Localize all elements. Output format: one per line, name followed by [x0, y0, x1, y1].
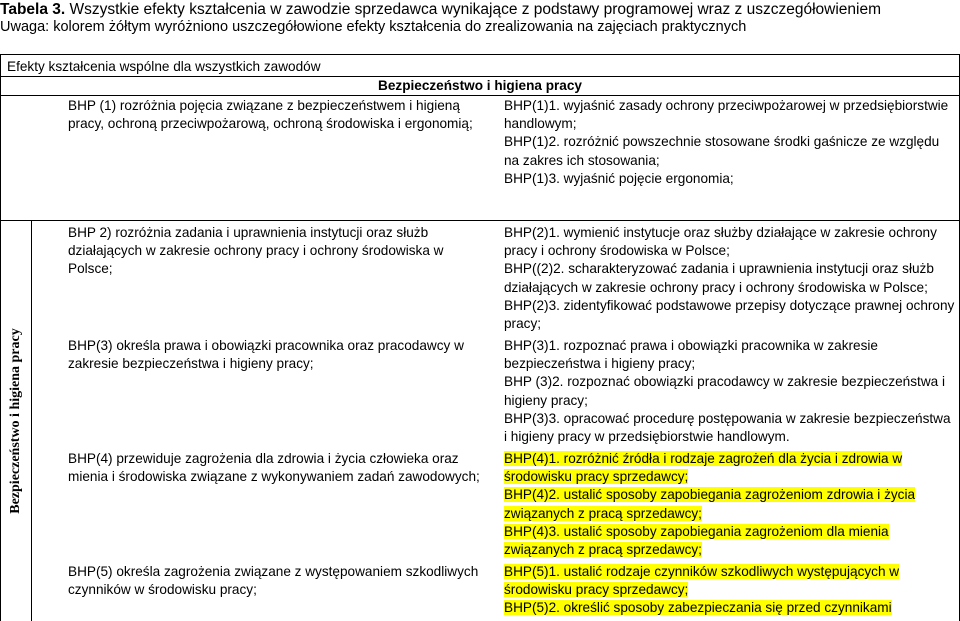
side-label: [3, 226, 29, 616]
side-label-text: Bezpieczeństwo i higiena pracy: [8, 328, 23, 514]
detail-bhp2-3: BHP(2)3. zidentyfikować podstawowe przepisy dotyczące prawnej ochrony pracy;: [504, 297, 955, 332]
effect-bhp2: BHP 2) rozróżnia zadania i uprawnienia instytucji oraz służb działających w zakresie ochrony pracy i ochrony środowiska w Polsce;: [68, 225, 444, 277]
detail-bhp3-2: BHP (3)2. rozpoznać obowiązki pracodawcy w zakresie bezpieczeństwa i higieny pracy;: [504, 374, 945, 408]
detail-bhp1-2: BHP(1)2. rozróżnić powszechnie stosowane środki gaśnicze ze względu na zakres ich stosowania;: [504, 134, 940, 168]
highlight-note: [0, 18, 746, 37]
highlighted-text: BHP(4)3. ustalić sposoby zapobiegania zagrożeniom dla mienia związanych z pracą sprzedawcy;: [504, 523, 889, 558]
details-bhp1: [504, 97, 956, 188]
table-border-left: [0, 54, 1, 621]
details-bhp4: [504, 450, 956, 559]
highlighted-text: BHP(4)1. rozróżnić źródła i rodzaje zagrożeń dla życia i zdrowia w środowisku pracy sprzedawcy;: [504, 451, 903, 485]
highlighted-text: BHP(5)2. określić sposoby zabezpieczania się przed czynnikami: [504, 600, 892, 616]
detail-bhp4-3: [504, 523, 956, 559]
detail-bhp4-1: [504, 450, 956, 486]
detail-bhp2-1: BHP(2)1. wymienić instytucje oraz służby działające w zakresie ochrony pracy i ochrony środowiska w Polsce;: [504, 225, 937, 259]
detail-bhp5-1: [504, 563, 956, 599]
details-bhp3: [504, 337, 956, 446]
effect-bhp5: BHP(5) określa zagrożenia związane z występowaniem szkodliwych czynników w środowisku pracy;: [68, 564, 479, 598]
table-label: Tabela 3.: [0, 1, 66, 18]
detail-bhp1-1: BHP(1)1. wyjaśnić zasady ochrony przeciwpożarowej w przedsiębiorstwie handlowym;: [504, 98, 949, 132]
highlighted-text: BHP(4)2. ustalić sposoby zapobiegania zagrożeniom zdrowia i życia związanych z pracą sprzedawcy;: [504, 487, 916, 521]
detail-bhp5-2: [504, 599, 956, 617]
detail-bhp3-1: BHP(3)1. rozpoznać prawa i obowiązki pracownika w zakresie bezpieczeństwa i higieny pracy;: [504, 338, 878, 372]
effect-bhp3: BHP(3) określa prawa i obowiązki pracownika oraz pracodawcy w zakresie bezpieczeństwa i higieny pracy;: [68, 338, 464, 372]
effect-bhp1: BHP (1) rozróżnia pojęcia związane z bezpieczeństwem i higieną pracy, ochroną przeciwpożarową, ochroną środowiska i ergonomią;: [68, 98, 473, 132]
table-caption: [0, 0, 881, 20]
highlight-note-text: Uwaga: kolorem żółtym wyróżniono uszczegółowione efekty kształcenia do zrealizowania na zajęciach praktycznych: [0, 19, 747, 35]
details-bhp5: [504, 563, 956, 618]
section-title: Efekty kształcenia wspólne dla wszystkich zawodów: [7, 59, 321, 74]
detail-bhp3-3: BHP(3)3. opracować procedurę postępowania w zakresie bezpieczeństwa i higieny pracy w przedsiębiorstwie handlowym.: [504, 410, 951, 445]
details-bhp2: [504, 224, 956, 333]
table-border-top: [0, 54, 960, 55]
row-divider: [0, 220, 960, 221]
detail-bhp4-2: [504, 486, 956, 522]
table-title: Wszystkie efekty kształcenia w zawodzie sprzedawca wynikające z podstawy programowej wraz z uszczegółowieniem: [65, 1, 881, 18]
highlighted-text: BHP(5)1. ustalić rodzaje czynników szkodliwych występujących w środowisku pracy sprzedawcy;: [504, 564, 900, 598]
side-label-divider: [31, 220, 32, 621]
effect-bhp4: BHP(4) przewiduje zagrożenia dla zdrowia i życia człowieka oraz mienia i środowiska związane z wykonywaniem zadań zawodowych;: [68, 451, 480, 485]
group-title: Bezpieczeństwo i higiena pracy: [378, 78, 582, 93]
detail-bhp1-3: BHP(1)3. wyjaśnić pojęcie ergonomia;: [504, 170, 734, 186]
detail-bhp2-2: BHP((2)2. scharakteryzować zadania i uprawnienia instytucji oraz służb działających w zakresie ochrony pracy i ochrony środowiska w Polsce;: [504, 261, 934, 295]
